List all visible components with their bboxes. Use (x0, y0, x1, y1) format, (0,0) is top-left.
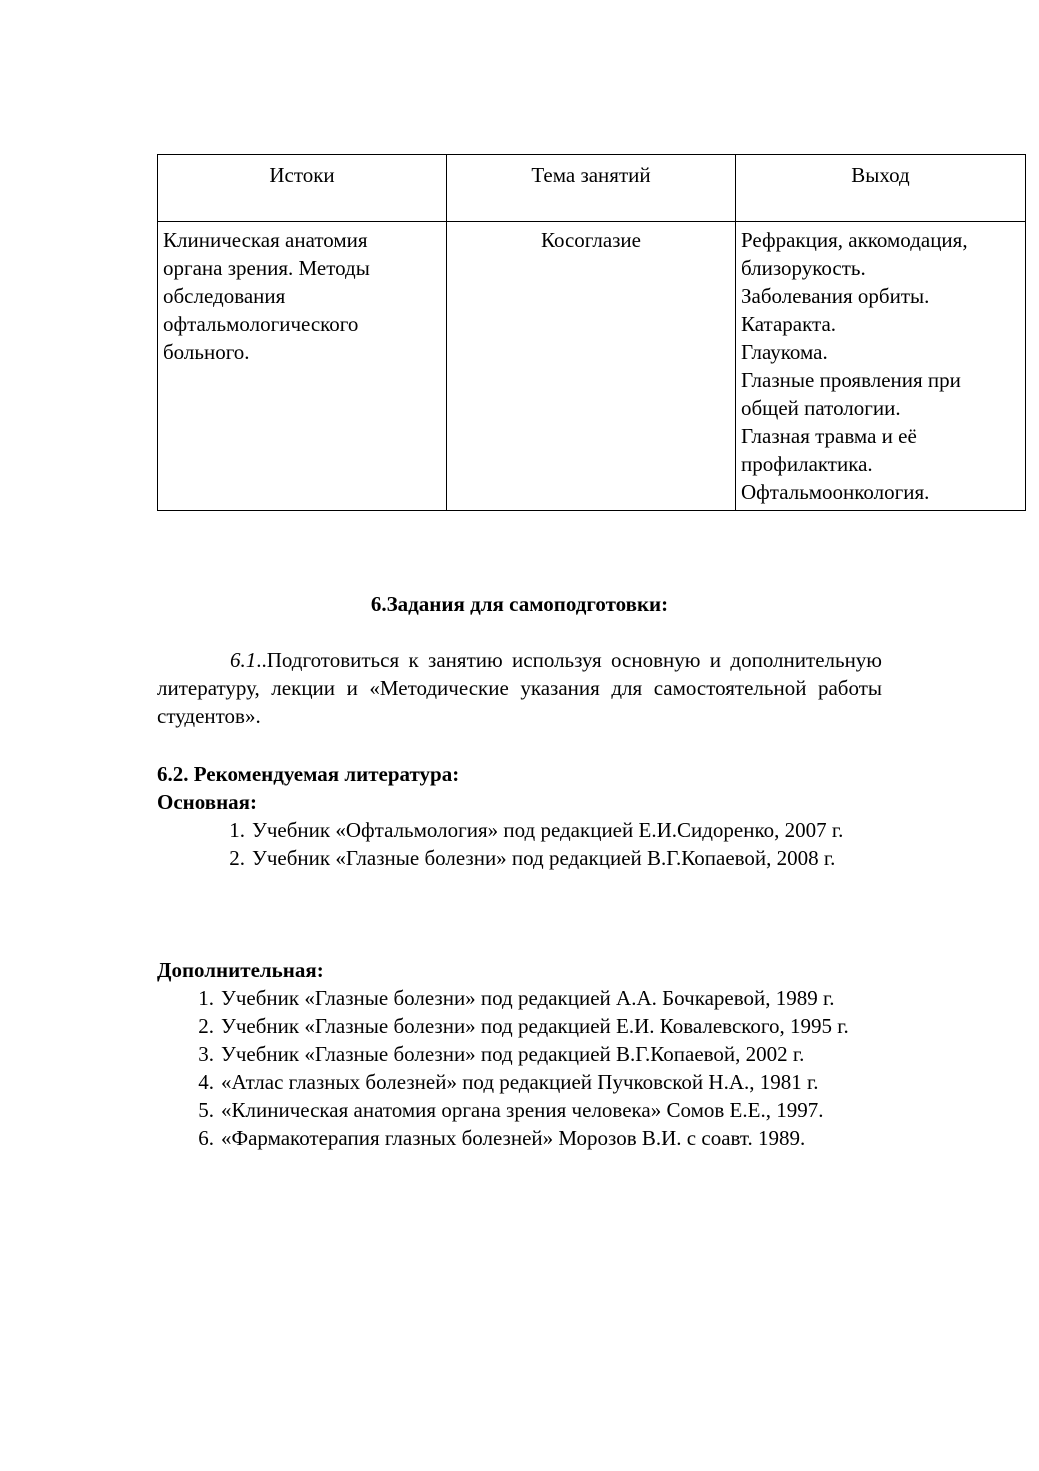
task-text: ..Подготовиться к занятию используя основную и дополнительную литературу, лекции и «Методические указания для самостоятельной работы студентов». (157, 648, 882, 728)
sources-line: органа зрения. Методы (163, 256, 370, 280)
list-item-text: «Фармакотерапия глазных болезней» Морозов В.И. с соавт. 1989. (221, 1126, 806, 1150)
list-number: 2. (198, 1014, 214, 1038)
outcome-line: профилактика. (741, 452, 873, 476)
list-number: 2. (229, 846, 245, 870)
outcome-line: Глазные проявления при (741, 368, 961, 392)
curriculum-table (157, 154, 1026, 511)
section-title: 6.Задания для самоподготовки: (370, 592, 669, 616)
extra-literature-heading: Дополнительная: (157, 958, 324, 982)
list-number: 1. (198, 986, 214, 1010)
task-paragraph (157, 646, 882, 730)
header-sources: Истоки (158, 155, 447, 222)
outcome-line: близорукость. (741, 256, 866, 280)
list-number: 4. (198, 1070, 214, 1094)
outcome-line: Глазная травма и её (741, 424, 917, 448)
sources-line: Клиническая анатомия (163, 228, 368, 252)
outcome-line: общей патологии. (741, 396, 901, 420)
list-item-text: Учебник «Глазные болезни» под редакцией В.Г.Копаевой, 2002 г. (221, 1042, 805, 1066)
list-item-text: Учебник «Глазные болезни» под редакцией Е.И. Ковалевского, 1995 г. (221, 1014, 849, 1038)
list-number: 3. (198, 1042, 214, 1066)
outcome-line: Заболевания орбиты. (741, 284, 930, 308)
header-outcome: Выход (736, 155, 1026, 222)
extra-literature-list (157, 984, 882, 1152)
cell-topic: Косоглазие (447, 222, 736, 511)
task-number: 6.1 (230, 648, 257, 672)
outcome-line: Глаукома. (741, 340, 828, 364)
header-topic: Тема занятий (447, 155, 736, 222)
list-item-text: Учебник «Глазные болезни» под редакцией В.Г.Копаевой, 2008 г. (252, 846, 836, 870)
list-item (157, 844, 882, 872)
list-number: 6. (198, 1126, 214, 1150)
list-item-text: Учебник «Глазные болезни» под редакцией А.А. Бочкаревой, 1989 г. (221, 986, 835, 1010)
list-item-text: «Клиническая анатомия органа зрения человека» Сомов Е.Е., 1997. (221, 1098, 824, 1122)
sources-line: обследования (163, 284, 286, 308)
list-item (157, 1068, 882, 1096)
cell-outcome (736, 222, 1026, 511)
outcome-line: Рефракция, аккомодация, (741, 228, 968, 252)
list-item (157, 1124, 882, 1152)
literature-heading: 6.2. Рекомендуемая литература: (157, 762, 460, 786)
list-item-text: «Атлас глазных болезней» под редакцией Пучковской Н.А., 1981 г. (221, 1070, 819, 1094)
list-item (157, 1040, 882, 1068)
list-number: 1. (229, 818, 245, 842)
cell-sources (158, 222, 447, 511)
list-item-text: Учебник «Офтальмология» под редакцией Е.И.Сидоренко, 2007 г. (252, 818, 844, 842)
list-item (157, 816, 882, 844)
list-item (157, 1012, 882, 1040)
outcome-line: Катаракта. (741, 312, 837, 336)
main-literature-heading: Основная: (157, 790, 258, 814)
list-item (157, 984, 882, 1012)
list-number: 5. (198, 1098, 214, 1122)
sources-line: больного. (163, 340, 250, 364)
sources-line: офтальмологического (163, 312, 359, 336)
main-literature-list (157, 816, 882, 872)
outcome-line: Офтальмоонкология. (741, 480, 930, 504)
table-row (158, 222, 1026, 511)
list-item (157, 1096, 882, 1124)
table-header-row (158, 155, 1026, 222)
